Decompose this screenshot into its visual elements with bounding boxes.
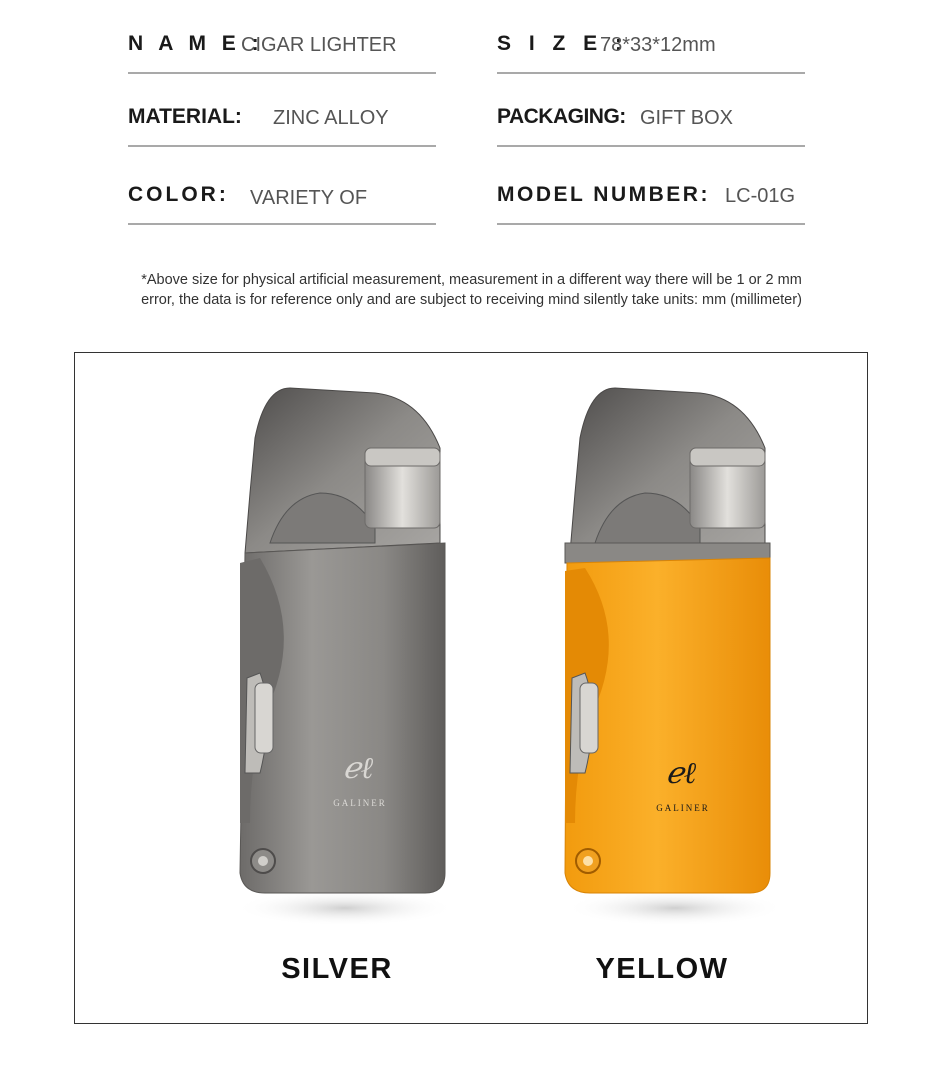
measurement-note-line-2: error, the data is for reference only and are subject to receiving mind silently take units: mm (millimeter) — [141, 292, 802, 308]
silver-lighter — [235, 388, 455, 926]
yellow-lighter — [565, 388, 785, 926]
spec-name — [128, 32, 436, 74]
spec-packaging-value: GIFT BOX — [640, 107, 733, 129]
spec-size-key: S I Z E : — [497, 32, 629, 55]
spec-packaging-key: PACKAGING: — [497, 105, 626, 128]
spec-material-key: MATERIAL: — [128, 105, 242, 128]
spec-name-value: CIGAR LIGHTER — [241, 34, 397, 56]
variant-label-yellow: YELLOW — [595, 953, 729, 985]
silver-brand-text: GALINER — [333, 798, 387, 808]
variant-label-silver: SILVER — [281, 953, 393, 985]
measurement-note-line-1: *Above size for physical artificial measurement, measurement in a different way there will be 1 or 2 mm — [141, 272, 802, 288]
product-image-frame — [74, 352, 868, 1024]
yellow-brand-text: GALINER — [656, 803, 710, 813]
spec-color-value: VARIETY OF — [250, 187, 368, 209]
spec-material — [128, 105, 436, 147]
spec-size — [497, 32, 805, 74]
spec-size-value: 78*33*12mm — [600, 34, 716, 56]
svg-text:ℯℓ: ℯℓ — [665, 757, 697, 790]
spec-material-value: ZINC ALLOY — [273, 107, 389, 129]
spec-color-key: COLOR: — [128, 183, 229, 206]
spec-packaging — [497, 105, 805, 147]
spec-model-value: LC-01G — [725, 185, 796, 207]
product-illustration — [75, 353, 867, 1023]
spec-name-key: N A M E : — [128, 32, 264, 55]
spec-model-key: MODEL NUMBER: — [497, 183, 710, 206]
spec-color — [128, 183, 436, 225]
svg-text:ℯℓ: ℯℓ — [342, 752, 374, 785]
spec-model — [497, 183, 805, 225]
